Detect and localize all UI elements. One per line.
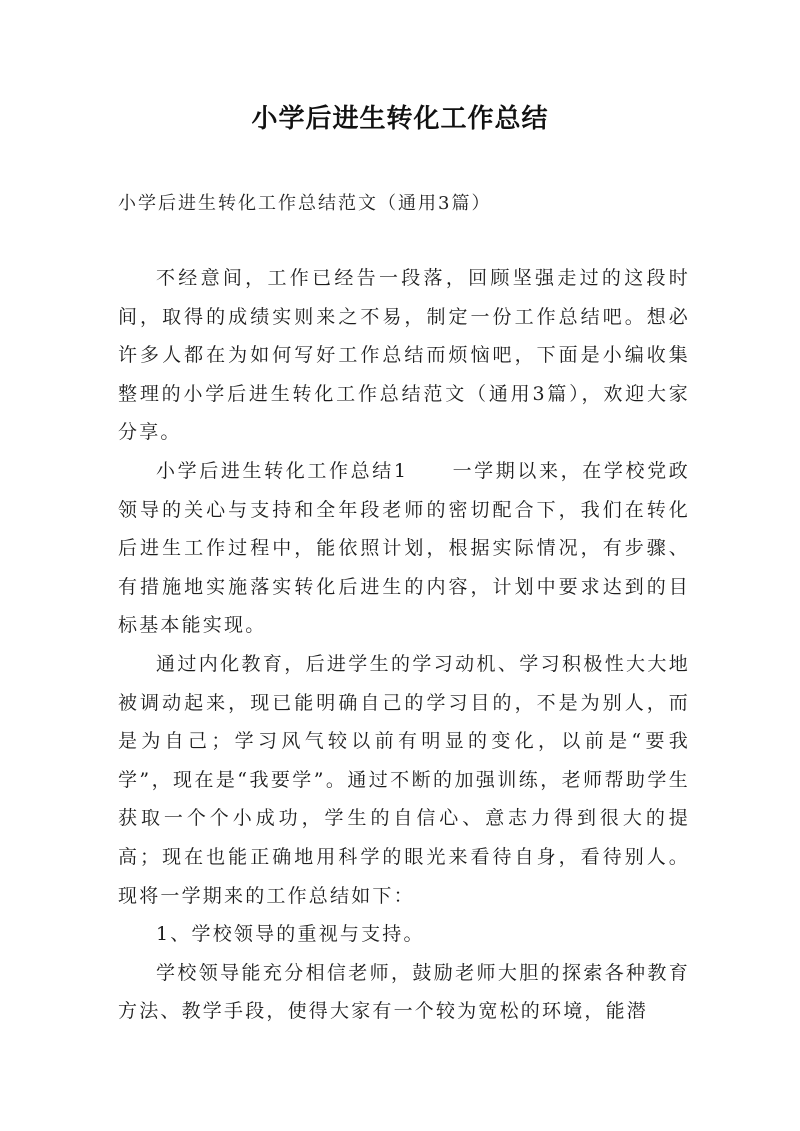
document-title: 小学后进生转化工作总结 <box>251 104 549 134</box>
section1-paragraph <box>118 452 690 645</box>
paragraph-3: 学校领导能充分相信老师，鼓励老师大胆的探索各种教育方法、教学手段，使得大家有一个较为宽松的环境，能潜 <box>118 961 690 1023</box>
document-body <box>118 259 690 1031</box>
section1-heading: 小学后进生转化工作总结1 <box>156 459 409 482</box>
point-1: 1、学校领导的重视与支持。 <box>156 923 425 946</box>
section1-text: 一学期以来，在学校党政领导的关心与支持和全年段老师的密切配合下，我们在转化后进生工作过程中，能依照计划，根据实际情况，有步骤、有措施地实施落实转化后进生的内容，计划中要求达到的目标基本能实现。 <box>118 459 690 637</box>
document-subtitle: 小学后进生转化工作总结范文（通用3篇） <box>118 193 492 214</box>
paragraph-2: 通过内化教育，后进学生的学习动机、学习积极性大大地被调动起来，现已能明确自己的学习目的，不是为别人，而是为自己；学习风气较以前有明显的变化，以前是“要我学”，现在是“我要学”。通过不断的加强训练，老师帮助学生获取一个个小成功，学生的自信心、意志力得到很大的提高；现在也能正确地用科学的眼光来看待自身，看待别人。现将一学期来的工作总结如下： <box>118 652 690 907</box>
intro-paragraph: 不经意间，工作已经告一段落，回顾坚强走过的这段时间，取得的成绩实则来之不易，制定一份工作总结吧。想必许多人都在为如何写好工作总结而烦恼吧，下面是小编收集整理的小学后进生转化工作总结范文（通用3篇），欢迎大家分享。 <box>118 267 690 444</box>
